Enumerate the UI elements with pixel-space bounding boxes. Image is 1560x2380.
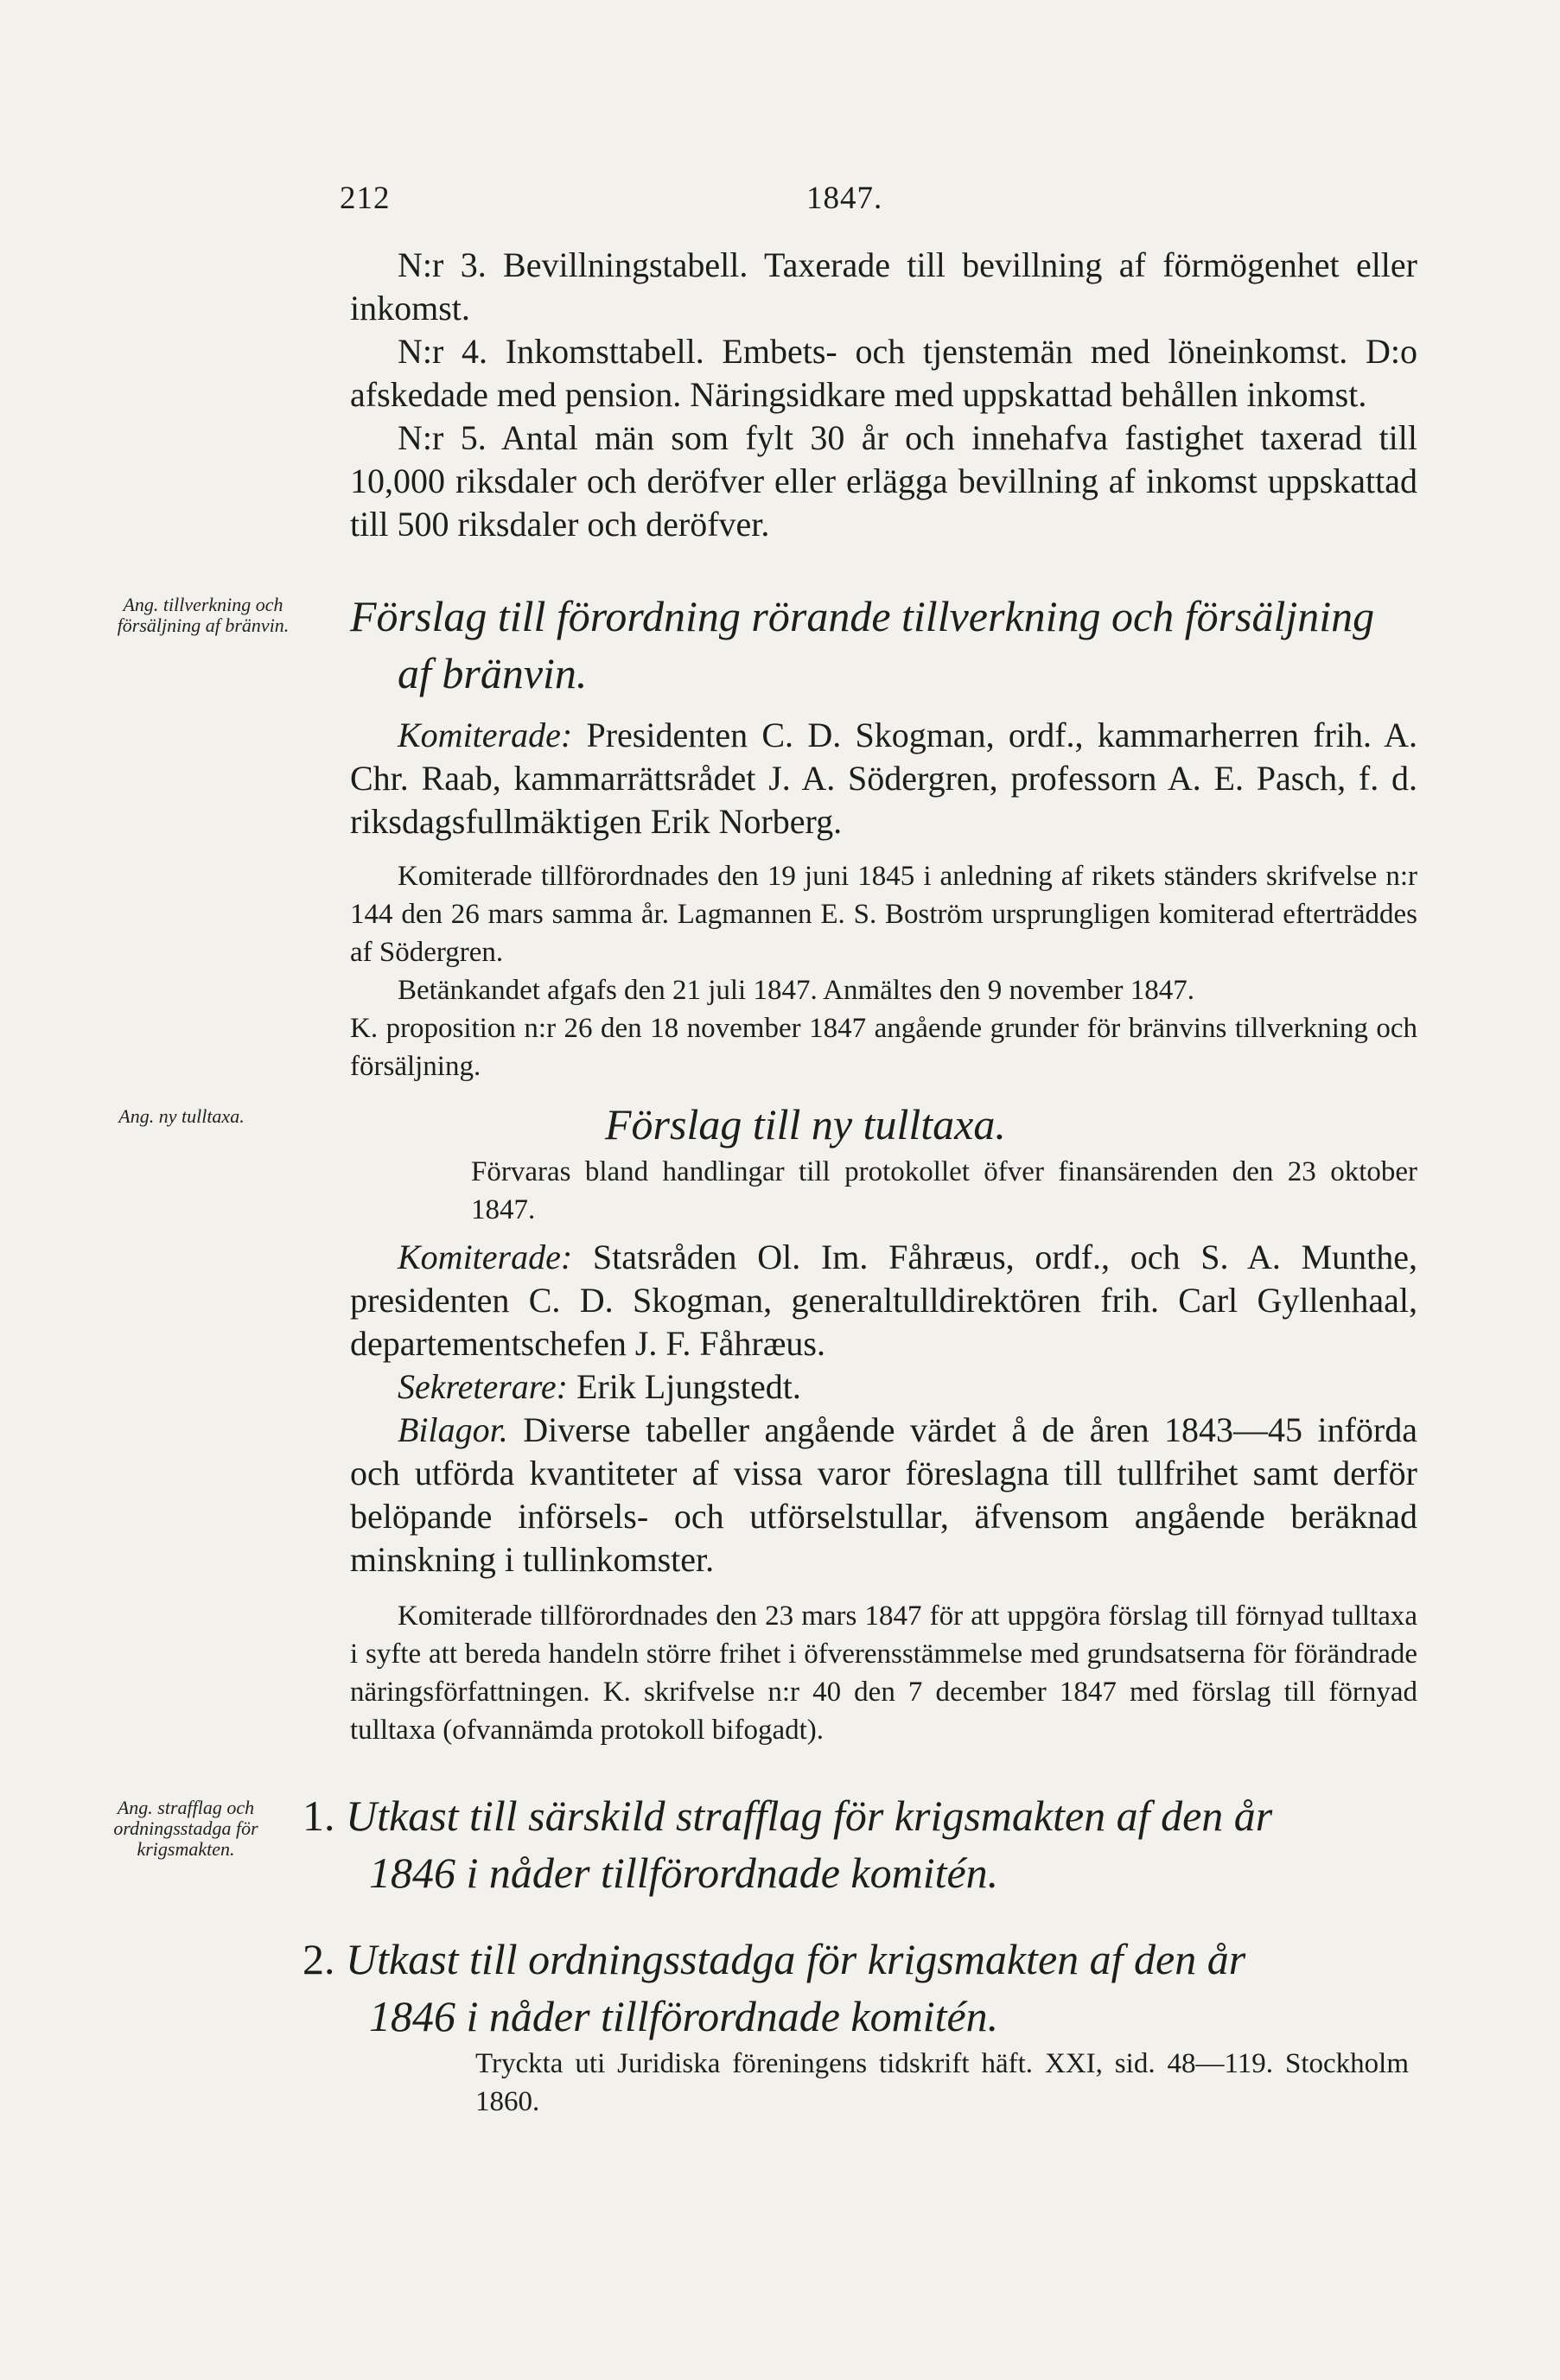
tulltaxa-appendix-text: Diverse tabeller angående värdet å de åren 1843—45 införda och utförda kvantiteter af vissa varor föreslagna till tullfrihet samt derför belöpande införsels- och utförselstullar, äfvensom angående beräknad minskning i tullinkomster. xyxy=(350,1410,1417,1579)
branvin-title-line2: af bränvin. xyxy=(398,649,588,697)
margin-note-branvin: Ang. tillverkning och försäljning af bränvin. xyxy=(117,594,290,636)
tulltaxa-storage-note: Förvaras bland handlingar till protokollet öfver finansärenden den 23 oktober 1847. xyxy=(471,1156,1417,1225)
page-number: 212 xyxy=(340,181,391,216)
table-nr5: N:r 5. Antal män som fylt 30 år och innehafva fastighet taxerad till 10,000 riksdaler och deröfver eller erlägga bevillning af inkomst uppskattad till 500 riksdaler och deröfver. xyxy=(350,418,1417,544)
branvin-note1: Komiterade tillförordnades den 19 juni 1845 i anledning af rikets ständers skrifvelse n:r 144 den 26 mars samma år. Lagmannen E. S. Boström ursprungligen komiterad efterträddes af Södergren. xyxy=(350,861,1417,968)
krigsmakten-item2 xyxy=(302,1931,1426,2045)
margin-note-tulltaxa: Ang. ny tulltaxa. xyxy=(118,1105,245,1127)
branvin-committee xyxy=(350,714,1417,843)
tulltaxa-committee xyxy=(350,1236,1417,1365)
krigsmakten-item1-line2: 1846 i nåder tillförordnade komitén. xyxy=(369,1849,999,1897)
branvin-committee-text: Presidenten C. D. Skogman, ordf., kammarherren frih. A. Chr. Raab, kammarrättsrådet J. A. Södergren, professorn A. E. Pasch, f. d. riksdagsfullmäktigen Erik Norberg. xyxy=(350,716,1417,841)
tulltaxa-committee-text: Statsråden Ol. Im. Fåhræus, ordf., och S. A. Munthe, presidenten C. D. Skogman, generaltulldirektören frih. Carl Gyllenhaal, departementschefen J. F. Fåhræus. xyxy=(350,1238,1417,1363)
table-nr3: N:r 3. Bevillningstabell. Taxerade till bevillning af förmögenhet eller inkomst. xyxy=(350,245,1417,328)
table-nr4: N:r 4. Inkomsttabell. Embets- och tjenstemän med löneinkomst. D:o afskedade med pension. Näringsidkare med uppskattad behållen inkomst. xyxy=(350,332,1417,414)
tulltaxa-committee-label: Komiterade: xyxy=(398,1238,573,1276)
tulltaxa-appendix-label: Bilagor. xyxy=(398,1410,508,1449)
tulltaxa-appendix xyxy=(350,1409,1417,1581)
tulltaxa-note: Komiterade tillförordnades den 23 mars 1847 för att uppgöra förslag till förnyad tulltaxa i syfte att bereda handeln större frihet i öfverensstämmelse med grundsatserna för förändrade näringsförfattningen. K. skrifvelse n:r 40 den 7 december 1847 med förslag till förnyad tulltaxa (ofvannämda protokoll bifogadt). xyxy=(350,1600,1417,1746)
krigsmakten-section xyxy=(302,1787,1426,2121)
branvin-committee-label: Komiterade: xyxy=(398,716,573,754)
branvin-title xyxy=(350,588,1417,702)
branvin-note3: K. proposition n:r 26 den 18 november 1847 angående grunder för bränvins tillverkning och försäljning. xyxy=(350,1013,1417,1082)
tulltaxa-secretary-text: Erik Ljungstedt. xyxy=(567,1367,801,1406)
krigsmakten-item1-number: 1. xyxy=(302,1791,335,1840)
page-year: 1847. xyxy=(806,181,883,216)
tulltaxa-secretary-label: Sekreterare: xyxy=(398,1367,568,1406)
branvin-title-line1: Förslag till förordning rörande tillverkning och försäljning xyxy=(350,592,1375,640)
branvin-note2: Betänkandet afgafs den 21 juli 1847. Anmältes den 9 november 1847. xyxy=(398,975,1194,1006)
tulltaxa-secretary xyxy=(350,1365,1417,1409)
krigsmakten-print-note: Tryckta uti Juridiska föreningens tidskrift häft. XXI, sid. 48—119. Stockholm 1860. xyxy=(475,2048,1409,2117)
tables-section xyxy=(350,244,1417,546)
krigsmakten-item2-line1: Utkast till ordningsstadga för krigsmakten af den år xyxy=(346,1935,1246,1983)
krigsmakten-item2-line2: 1846 i nåder tillförordnade komitén. xyxy=(369,1992,999,2040)
krigsmakten-item1-line1: Utkast till särskild strafflag för krigsmakten af den år xyxy=(346,1791,1273,1840)
tulltaxa-title: Förslag till ny tulltaxa. xyxy=(605,1100,1006,1149)
margin-note-krigsmakten: Ang. strafflag och ordningsstadga för krigsmakten. xyxy=(113,1797,258,1860)
tulltaxa-section xyxy=(350,1096,1417,1749)
branvin-section xyxy=(350,588,1417,1085)
krigsmakten-item1 xyxy=(302,1787,1426,1901)
krigsmakten-item2-number: 2. xyxy=(302,1935,335,1983)
